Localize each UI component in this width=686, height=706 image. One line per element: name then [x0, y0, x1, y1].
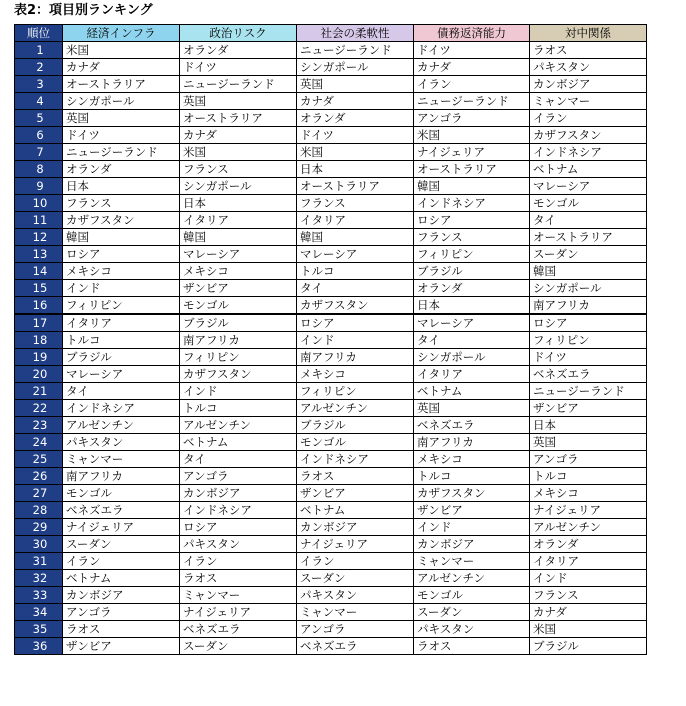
cell-debt-repayment: 日本 [414, 297, 530, 315]
cell-debt-repayment: スーダン [414, 604, 530, 621]
rank-cell: 24 [15, 434, 63, 451]
cell-debt-repayment: フィリピン [414, 246, 530, 263]
cell-political-risk: ブラジル [180, 314, 297, 332]
cell-social-flexibility: インド [297, 332, 414, 349]
cell-economic-infra: インド [63, 280, 180, 297]
cell-economic-infra: ベトナム [63, 570, 180, 587]
cell-debt-repayment: ベネズエラ [414, 417, 530, 434]
cell-economic-infra: トルコ [63, 332, 180, 349]
header-china-relations: 対中関係 [530, 25, 647, 42]
cell-china-relations: 南アフリカ [530, 297, 647, 315]
cell-social-flexibility: アルゼンチン [297, 400, 414, 417]
rank-cell: 5 [15, 110, 63, 127]
cell-debt-repayment: メキシコ [414, 451, 530, 468]
cell-social-flexibility: ナイジェリア [297, 536, 414, 553]
cell-china-relations: アルゼンチン [530, 519, 647, 536]
rank-cell: 1 [15, 42, 63, 59]
rank-cell: 17 [15, 314, 63, 332]
cell-social-flexibility: タイ [297, 280, 414, 297]
cell-political-risk: マレーシア [180, 246, 297, 263]
table-row [15, 161, 647, 178]
table-row [15, 178, 647, 195]
cell-china-relations: 日本 [530, 417, 647, 434]
cell-debt-repayment: タイ [414, 332, 530, 349]
cell-china-relations: 米国 [530, 621, 647, 638]
cell-economic-infra: タイ [63, 383, 180, 400]
table-row [15, 349, 647, 366]
table-row [15, 434, 647, 451]
cell-debt-repayment: ザンビア [414, 502, 530, 519]
rank-cell: 25 [15, 451, 63, 468]
cell-debt-repayment: ラオス [414, 638, 530, 655]
cell-debt-repayment: ロシア [414, 212, 530, 229]
cell-debt-repayment: インド [414, 519, 530, 536]
cell-political-risk: ベネズエラ [180, 621, 297, 638]
cell-social-flexibility: ロシア [297, 314, 414, 332]
cell-china-relations: ベネズエラ [530, 366, 647, 383]
rank-cell: 34 [15, 604, 63, 621]
cell-political-risk: フランス [180, 161, 297, 178]
cell-economic-infra: 米国 [63, 42, 180, 59]
header-rank: 順位 [15, 25, 63, 42]
table-row [15, 587, 647, 604]
cell-political-risk: 南アフリカ [180, 332, 297, 349]
table-row [15, 195, 647, 212]
table-row [15, 553, 647, 570]
cell-social-flexibility: カンボジア [297, 519, 414, 536]
cell-debt-repayment: カナダ [414, 59, 530, 76]
cell-china-relations: ミャンマー [530, 93, 647, 110]
cell-social-flexibility: スーダン [297, 570, 414, 587]
cell-political-risk: イタリア [180, 212, 297, 229]
cell-china-relations: パキスタン [530, 59, 647, 76]
cell-debt-repayment: パキスタン [414, 621, 530, 638]
cell-political-risk: シンガポール [180, 178, 297, 195]
cell-china-relations: イラン [530, 110, 647, 127]
cell-debt-repayment: トルコ [414, 468, 530, 485]
cell-debt-repayment: アンゴラ [414, 110, 530, 127]
cell-debt-repayment: ナイジェリア [414, 144, 530, 161]
rank-cell: 19 [15, 349, 63, 366]
cell-political-risk: 日本 [180, 195, 297, 212]
rank-cell: 9 [15, 178, 63, 195]
cell-social-flexibility: ベネズエラ [297, 638, 414, 655]
cell-economic-infra: ロシア [63, 246, 180, 263]
rank-cell: 21 [15, 383, 63, 400]
rank-cell: 30 [15, 536, 63, 553]
cell-economic-infra: 南アフリカ [63, 468, 180, 485]
cell-political-risk: ナイジェリア [180, 604, 297, 621]
cell-social-flexibility: 英国 [297, 76, 414, 93]
cell-china-relations: トルコ [530, 468, 647, 485]
table-row [15, 110, 647, 127]
cell-china-relations: イタリア [530, 553, 647, 570]
cell-economic-infra: オランダ [63, 161, 180, 178]
cell-social-flexibility: イタリア [297, 212, 414, 229]
cell-debt-repayment: シンガポール [414, 349, 530, 366]
cell-debt-repayment: イタリア [414, 366, 530, 383]
table-row [15, 468, 647, 485]
cell-debt-repayment: 韓国 [414, 178, 530, 195]
rank-cell: 12 [15, 229, 63, 246]
cell-china-relations: フィリピン [530, 332, 647, 349]
cell-debt-repayment: ベトナム [414, 383, 530, 400]
cell-debt-repayment: オーストラリア [414, 161, 530, 178]
rank-cell: 32 [15, 570, 63, 587]
cell-economic-infra: アンゴラ [63, 604, 180, 621]
cell-social-flexibility: ミャンマー [297, 604, 414, 621]
table-row [15, 366, 647, 383]
cell-political-risk: アルゼンチン [180, 417, 297, 434]
rank-cell: 31 [15, 553, 63, 570]
table-row [15, 314, 647, 332]
cell-debt-repayment: カンボジア [414, 536, 530, 553]
cell-debt-repayment: アルゼンチン [414, 570, 530, 587]
cell-social-flexibility: カザフスタン [297, 297, 414, 315]
cell-social-flexibility: モンゴル [297, 434, 414, 451]
cell-political-risk: カザフスタン [180, 366, 297, 383]
cell-social-flexibility: ブラジル [297, 417, 414, 434]
ranking-table [14, 24, 647, 655]
rank-cell: 6 [15, 127, 63, 144]
ranking-body [15, 42, 647, 655]
cell-social-flexibility: アンゴラ [297, 621, 414, 638]
table-row [15, 229, 647, 246]
cell-china-relations: ザンビア [530, 400, 647, 417]
cell-debt-repayment: マレーシア [414, 314, 530, 332]
cell-political-risk: フィリピン [180, 349, 297, 366]
cell-political-risk: カナダ [180, 127, 297, 144]
cell-economic-infra: インドネシア [63, 400, 180, 417]
table-row [15, 502, 647, 519]
cell-economic-infra: カザフスタン [63, 212, 180, 229]
cell-economic-infra: パキスタン [63, 434, 180, 451]
header-economic-infra: 経済インフラ [63, 25, 180, 42]
cell-china-relations: ラオス [530, 42, 647, 59]
cell-china-relations: ロシア [530, 314, 647, 332]
cell-economic-infra: マレーシア [63, 366, 180, 383]
cell-debt-repayment: カザフスタン [414, 485, 530, 502]
cell-political-risk: 韓国 [180, 229, 297, 246]
cell-social-flexibility: ベトナム [297, 502, 414, 519]
cell-china-relations: 英国 [530, 434, 647, 451]
cell-social-flexibility: マレーシア [297, 246, 414, 263]
cell-china-relations: カナダ [530, 604, 647, 621]
cell-political-risk: カンボジア [180, 485, 297, 502]
cell-debt-repayment: 英国 [414, 400, 530, 417]
table-row [15, 638, 647, 655]
cell-debt-repayment: モンゴル [414, 587, 530, 604]
rank-cell: 14 [15, 263, 63, 280]
cell-china-relations: タイ [530, 212, 647, 229]
table-title: 表2：項目別ランキング [14, 3, 153, 18]
cell-economic-infra: ザンビア [63, 638, 180, 655]
cell-china-relations: 韓国 [530, 263, 647, 280]
cell-china-relations: フランス [530, 587, 647, 604]
cell-social-flexibility: インドネシア [297, 451, 414, 468]
cell-political-risk: メキシコ [180, 263, 297, 280]
cell-political-risk: ザンビア [180, 280, 297, 297]
rank-cell: 22 [15, 400, 63, 417]
cell-political-risk: 英国 [180, 93, 297, 110]
table-row [15, 383, 647, 400]
cell-social-flexibility: フランス [297, 195, 414, 212]
cell-china-relations: ブラジル [530, 638, 647, 655]
cell-china-relations: マレーシア [530, 178, 647, 195]
rank-cell: 27 [15, 485, 63, 502]
table-row [15, 246, 647, 263]
table-row [15, 76, 647, 93]
cell-economic-infra: フランス [63, 195, 180, 212]
cell-economic-infra: イタリア [63, 314, 180, 332]
cell-social-flexibility: シンガポール [297, 59, 414, 76]
cell-social-flexibility: ラオス [297, 468, 414, 485]
cell-economic-infra: ナイジェリア [63, 519, 180, 536]
rank-cell: 26 [15, 468, 63, 485]
cell-china-relations: ベトナム [530, 161, 647, 178]
rank-cell: 33 [15, 587, 63, 604]
cell-political-risk: トルコ [180, 400, 297, 417]
cell-social-flexibility: ザンビア [297, 485, 414, 502]
table-row [15, 59, 647, 76]
table-row [15, 212, 647, 229]
rank-cell: 35 [15, 621, 63, 638]
cell-china-relations: インド [530, 570, 647, 587]
rank-cell: 16 [15, 297, 63, 315]
table-row [15, 263, 647, 280]
rank-cell: 2 [15, 59, 63, 76]
cell-china-relations: アンゴラ [530, 451, 647, 468]
rank-cell: 13 [15, 246, 63, 263]
cell-china-relations: ドイツ [530, 349, 647, 366]
cell-political-risk: オランダ [180, 42, 297, 59]
cell-china-relations: スーダン [530, 246, 647, 263]
rank-cell: 8 [15, 161, 63, 178]
cell-economic-infra: イラン [63, 553, 180, 570]
table-row [15, 519, 647, 536]
rank-cell: 7 [15, 144, 63, 161]
cell-social-flexibility: オランダ [297, 110, 414, 127]
cell-political-risk: モンゴル [180, 297, 297, 315]
rank-cell: 4 [15, 93, 63, 110]
cell-china-relations: ニュージーランド [530, 383, 647, 400]
cell-political-risk: オーストラリア [180, 110, 297, 127]
cell-political-risk: パキスタン [180, 536, 297, 553]
table-row [15, 621, 647, 638]
cell-economic-infra: ブラジル [63, 349, 180, 366]
cell-political-risk: アンゴラ [180, 468, 297, 485]
cell-political-risk: ニュージーランド [180, 76, 297, 93]
rank-cell: 29 [15, 519, 63, 536]
cell-china-relations: シンガポール [530, 280, 647, 297]
rank-cell: 18 [15, 332, 63, 349]
cell-social-flexibility: フィリピン [297, 383, 414, 400]
table-row [15, 485, 647, 502]
cell-economic-infra: ベネズエラ [63, 502, 180, 519]
cell-economic-infra: シンガポール [63, 93, 180, 110]
cell-china-relations: ナイジェリア [530, 502, 647, 519]
rank-cell: 3 [15, 76, 63, 93]
table-row [15, 144, 647, 161]
table-row [15, 297, 647, 315]
cell-china-relations: インドネシア [530, 144, 647, 161]
header-social-flexibility: 社会の柔軟性 [297, 25, 414, 42]
cell-economic-infra: カナダ [63, 59, 180, 76]
cell-political-risk: 米国 [180, 144, 297, 161]
table-row [15, 127, 647, 144]
cell-debt-repayment: 南アフリカ [414, 434, 530, 451]
cell-debt-repayment: オランダ [414, 280, 530, 297]
cell-debt-repayment: インドネシア [414, 195, 530, 212]
cell-economic-infra: スーダン [63, 536, 180, 553]
table-row [15, 332, 647, 349]
rank-cell: 11 [15, 212, 63, 229]
cell-china-relations: オランダ [530, 536, 647, 553]
cell-social-flexibility: 日本 [297, 161, 414, 178]
cell-social-flexibility: メキシコ [297, 366, 414, 383]
cell-debt-repayment: ミャンマー [414, 553, 530, 570]
header-row [15, 25, 647, 42]
table-row [15, 280, 647, 297]
cell-economic-infra: ラオス [63, 621, 180, 638]
cell-china-relations: オーストラリア [530, 229, 647, 246]
cell-economic-infra: メキシコ [63, 263, 180, 280]
cell-economic-infra: カンボジア [63, 587, 180, 604]
cell-china-relations: モンゴル [530, 195, 647, 212]
cell-social-flexibility: トルコ [297, 263, 414, 280]
cell-economic-infra: 日本 [63, 178, 180, 195]
cell-social-flexibility: ドイツ [297, 127, 414, 144]
cell-political-risk: インドネシア [180, 502, 297, 519]
cell-social-flexibility: カナダ [297, 93, 414, 110]
table-row [15, 400, 647, 417]
cell-economic-infra: オーストラリア [63, 76, 180, 93]
table-row [15, 42, 647, 59]
cell-economic-infra: フィリピン [63, 297, 180, 315]
rank-cell: 15 [15, 280, 63, 297]
table-row [15, 93, 647, 110]
rank-cell: 28 [15, 502, 63, 519]
cell-china-relations: カザフスタン [530, 127, 647, 144]
cell-political-risk: ロシア [180, 519, 297, 536]
cell-debt-repayment: ブラジル [414, 263, 530, 280]
cell-social-flexibility: オーストラリア [297, 178, 414, 195]
cell-economic-infra: ニュージーランド [63, 144, 180, 161]
cell-political-risk: タイ [180, 451, 297, 468]
rank-cell: 20 [15, 366, 63, 383]
rank-cell: 36 [15, 638, 63, 655]
cell-debt-repayment: フランス [414, 229, 530, 246]
rank-cell: 23 [15, 417, 63, 434]
cell-debt-repayment: イラン [414, 76, 530, 93]
table-row [15, 451, 647, 468]
table-row [15, 536, 647, 553]
table-row [15, 570, 647, 587]
cell-economic-infra: モンゴル [63, 485, 180, 502]
cell-political-risk: イラン [180, 553, 297, 570]
header-political-risk: 政治リスク [180, 25, 297, 42]
cell-social-flexibility: イラン [297, 553, 414, 570]
cell-china-relations: カンボジア [530, 76, 647, 93]
cell-economic-infra: ミャンマー [63, 451, 180, 468]
table-row [15, 417, 647, 434]
cell-social-flexibility: パキスタン [297, 587, 414, 604]
cell-political-risk: ドイツ [180, 59, 297, 76]
cell-debt-repayment: 米国 [414, 127, 530, 144]
cell-debt-repayment: ニュージーランド [414, 93, 530, 110]
cell-china-relations: メキシコ [530, 485, 647, 502]
cell-social-flexibility: 韓国 [297, 229, 414, 246]
cell-political-risk: ラオス [180, 570, 297, 587]
cell-political-risk: インド [180, 383, 297, 400]
rank-cell: 10 [15, 195, 63, 212]
header-debt-repayment: 債務返済能力 [414, 25, 530, 42]
cell-economic-infra: ドイツ [63, 127, 180, 144]
cell-economic-infra: 韓国 [63, 229, 180, 246]
cell-political-risk: スーダン [180, 638, 297, 655]
cell-political-risk: ベトナム [180, 434, 297, 451]
cell-social-flexibility: 米国 [297, 144, 414, 161]
cell-political-risk: ミャンマー [180, 587, 297, 604]
table-row [15, 604, 647, 621]
cell-social-flexibility: ニュージーランド [297, 42, 414, 59]
cell-economic-infra: 英国 [63, 110, 180, 127]
cell-debt-repayment: ドイツ [414, 42, 530, 59]
cell-economic-infra: アルゼンチン [63, 417, 180, 434]
cell-social-flexibility: 南アフリカ [297, 349, 414, 366]
